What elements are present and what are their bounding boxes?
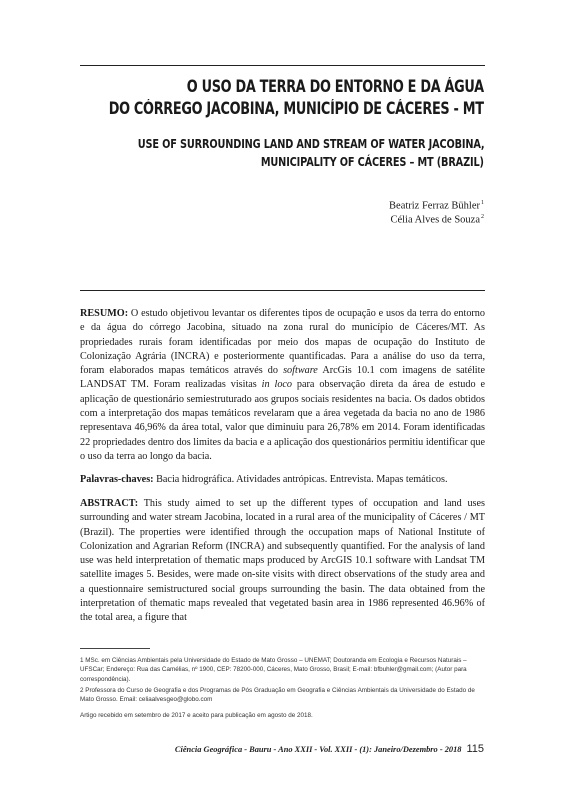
page-number: 115 — [466, 743, 484, 755]
footnote-1: 1 MSc. em Ciências Ambientais pela Universidade do Estado de Mato Grosso – UNEMAT; Doutoranda em Ecologia e Recursos Naturais – UFSCar; Endereço: Rua das Camélias, nº 1900, CEP: 78200-000, Cáceres, Mato Grosso, Brasil; E-mail: bfbuhler@gmail.com; (Autor para correspondência). — [80, 657, 467, 683]
title-pt-line1: O USO DA TERRA DO ENTORNO E DA ÁGUA — [186, 77, 484, 96]
page-footer — [175, 743, 484, 755]
footnote-ref[interactable]: 2 — [481, 214, 484, 220]
author-name: Beatriz Ferraz Bühler — [389, 200, 480, 212]
journal-citation: Ciência Geográfica - Bauru - Ano XXII - Vol. XXII - (1): Janeiro/Dezembro - 2018 — [174, 745, 462, 754]
section-rule — [80, 290, 485, 291]
resumo-software: software — [283, 365, 318, 377]
keywords-label: Palavras-chaves: — [80, 474, 154, 485]
resumo-paragraph — [80, 307, 485, 464]
resumo-text: ArcGis 10.1 com imagens de satélite LANDSAT TM. Foram realizadas visitas — [80, 365, 485, 391]
keywords-text: Bacia hidrográfica. Atividades antrópicas. Entrevista. Mapas temáticos. — [153, 474, 448, 485]
received-note: Artigo recebido em setembro de 2017 e aceito para publicação em agosto de 2018. — [80, 712, 313, 719]
author-1 — [389, 200, 484, 212]
author-name: Célia Alves de Souza — [390, 214, 480, 226]
title-pt-line2: DO CÓRREGO JACOBINA, MUNICÍPIO DE CÁCERES - MT — [109, 99, 484, 118]
author-2 — [390, 214, 484, 226]
resumo-text: O estudo objetivou levantar os diferentes tipos de ocupação e usos da terra do entorno e da água do córrego Jacobina, situado na zona rural do município de Cáceres/MT. As propriedades rurais foram identificadas por meio dos mapas de ocupação do Instituto de Colonização Agrária (INCRA) e posteriormente quantificadas. Para a análise do uso da terra, foram elaborados mapas temáticos através do — [80, 308, 485, 377]
top-rule — [80, 65, 485, 66]
footnote-rule — [80, 648, 150, 649]
resumo-text: para observação direta da área de estudo e aplicação de questionário semiestruturado aos grupos sociais residentes na bacia. Os dados obtidos com a interpretação dos mapas temáticos revelaram que a área vegetada da bacia no ano de 1986 representava 46,96% da área total, valor que diminuiu para 26,78% em 2014. Foram identificadas 22 propriedades dentro dos limites da bacia e a aplicação dos questionários permitiu identificar que o uso da terra ao longo da bacia. — [80, 379, 485, 462]
footnote-ref[interactable]: 1 — [481, 200, 484, 206]
abstract-label: ABSTRACT: — [80, 498, 139, 509]
keywords-paragraph — [80, 473, 485, 487]
abstract-paragraph — [80, 497, 485, 626]
footnote-2: 2 Professora do Curso de Geografia e dos Programas de Pós Graduação em Geografia e Ciências Ambientais da Universidade do Estado de Mato Grosso. Email: celiaalvesgeo@globo.com — [80, 686, 475, 704]
abstract-text: This study aimed to set up the different types of occupation and land uses surrounding and water stream Jacobina, located in a rural area of the municipality of Cáceres / MT (Brazil). The properties were identified through the occupation maps of National Institute of Colonization and Agrarian Reform (INCRA) and subsequently quantified. For the analysis of land use was held interpretation of thematic maps produced by ArcGIS 10.1 software with Landsat TM satellite images 5. Besides, were made on-site visits with direct observations of the study area and a questionnaire semistructured social groups surrounding the basin. The data obtained from the interpretation of thematic maps revealed that vegetated basin area in 1986 represented 46.96% of the total area, a figure that — [80, 498, 485, 624]
title-en-line2: MUNICIPALITY OF CÁCERES – MT (BRAZIL) — [261, 154, 484, 169]
resumo-label: RESUMO: — [80, 308, 129, 319]
title-en-line1: USE OF SURROUNDING LAND AND STREAM OF WATER JACOBINA, — [137, 136, 484, 151]
footnotes — [80, 656, 488, 706]
resumo-in-loco: in loco — [261, 379, 293, 391]
